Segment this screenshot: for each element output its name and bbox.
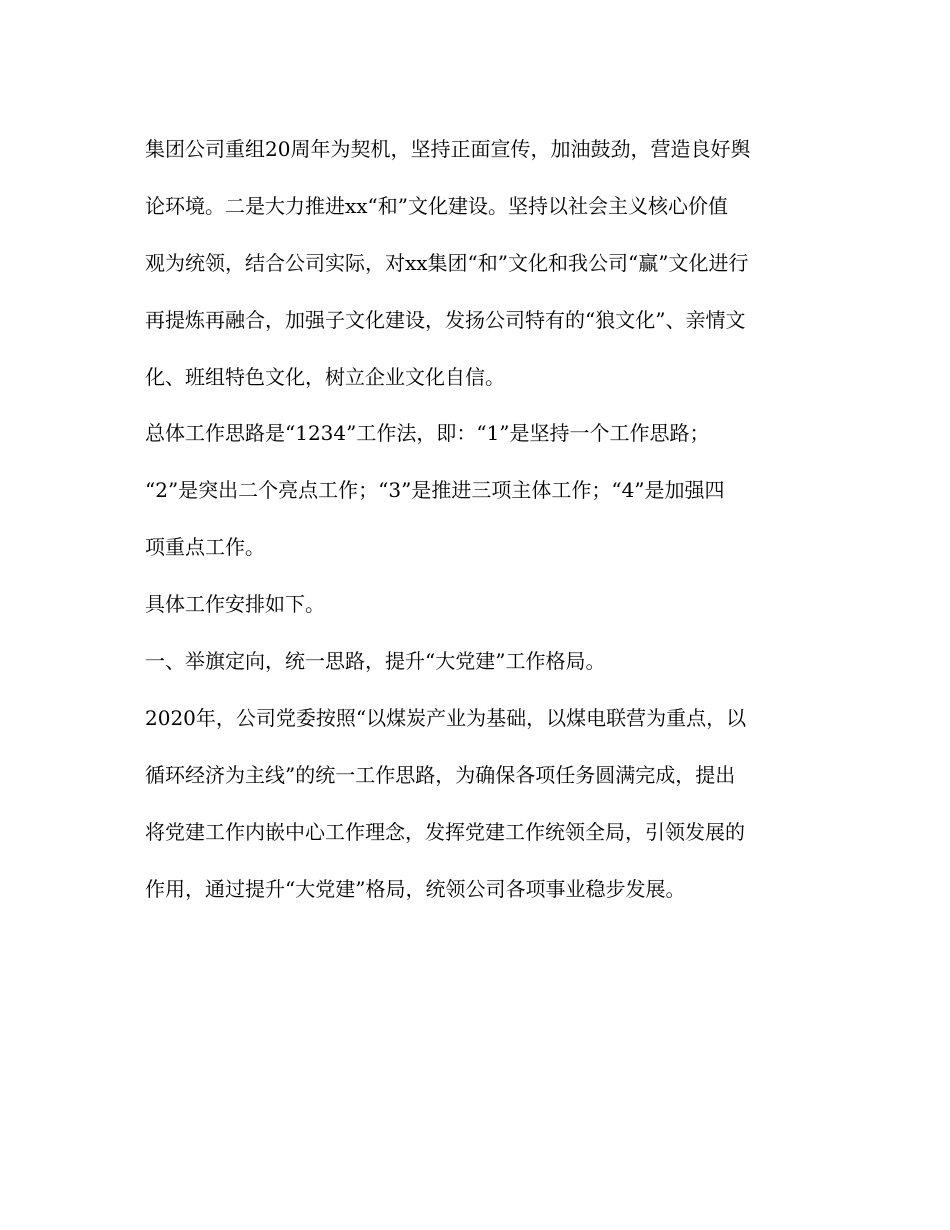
text-line: 观为统领，结合公司实际，对xx集团“和”文化和我公司“赢”文化进行 xyxy=(145,250,749,275)
text-line: 循环经济为主线”的统一工作思路，为确保各项任务圆满完成，提出 xyxy=(145,762,736,787)
text-line: 再提炼再融合，加强子文化建设，发扬公司特有的“狼文化”、亲情文 xyxy=(145,307,746,332)
section-heading: 一、举旗定向，统一思路，提升“大党建”工作格局。 xyxy=(145,649,606,674)
text-line: 项重点工作。 xyxy=(145,535,265,560)
text-line: 化、班组特色文化，树立企业文化自信。 xyxy=(145,364,505,389)
text-line: “2”是突出二个亮点工作；“3”是推进三项主体工作；“4”是加强四 xyxy=(145,478,725,503)
text-line: 论环境。二是大力推进xx“和”文化建设。坚持以社会主义核心价值 xyxy=(145,193,729,218)
document-body xyxy=(145,121,825,917)
text-line: 集团公司重组20周年为契机，坚持正面宣传，加油鼓劲，营造良好舆 xyxy=(145,137,751,161)
text-line: 总体工作思路是“1234”工作法，即：“1”是坚持一个工作思路； xyxy=(145,421,710,446)
text-line: 将党建工作内嵌中心工作理念，发挥党建工作统领全局，引领发展的 xyxy=(145,819,745,844)
text-line: 作用，通过提升“大党建”格局，统领公司各项事业稳步发展。 xyxy=(145,876,686,901)
text-line: 具体工作安排如下。 xyxy=(145,592,325,617)
text-line: 2020年，公司党委按照“以煤炭产业为基础，以煤电联营为重点，以 xyxy=(145,705,747,730)
